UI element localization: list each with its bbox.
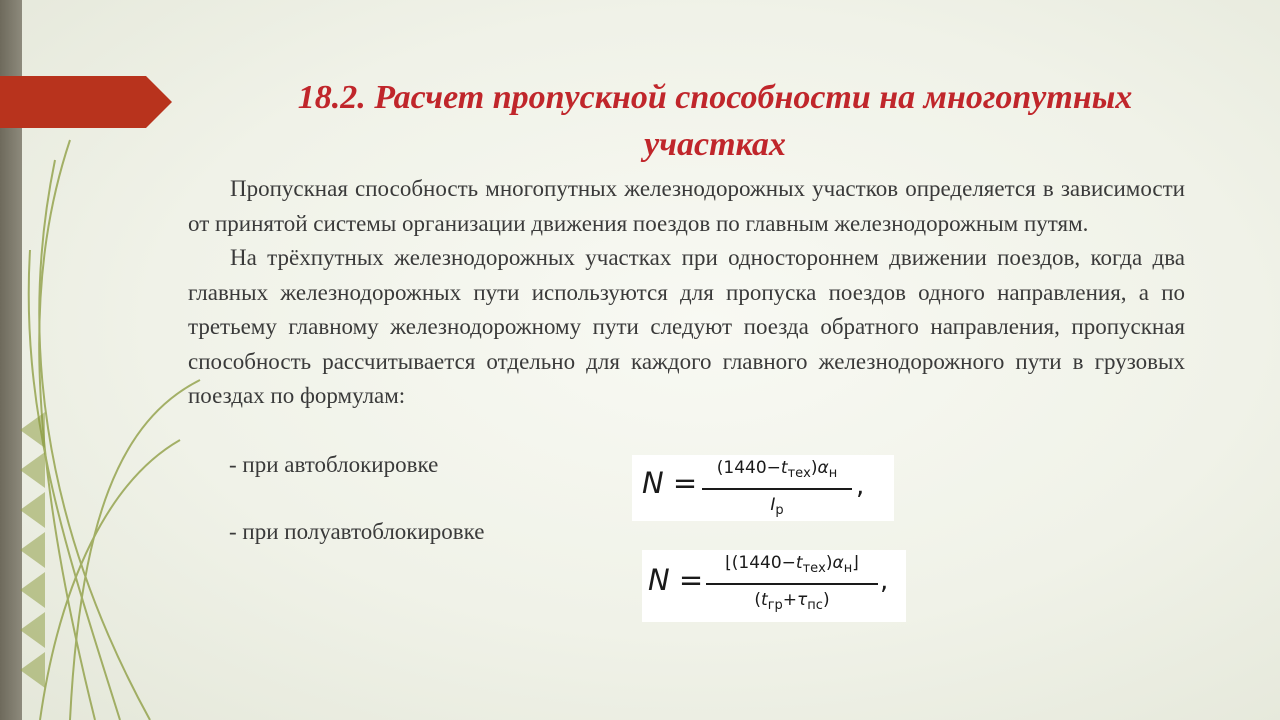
formula-denominator: $(t_{гр}+\tau_{пс})$ xyxy=(754,589,830,613)
formula-numerator: $(1440-t_{тех})\alpha_н$ xyxy=(716,458,838,481)
fraction-bar xyxy=(702,488,852,490)
paragraph-2: На трёхпутных железнодорожных участках при одностороннем движении поездов, когда два главных железнодорожных пути используются для пропуска поездов одного направления, а по третьему главному железнодорожному пути следуют поезда обратного направления, пропускная способность рассчитывается отдельно для каждого главного железнодорожного пути в грузовых поездах по формулам: xyxy=(188,245,1185,408)
bullet-autoblocking: - при автоблокировке xyxy=(229,452,439,477)
formula-denominator: $I_р$ xyxy=(770,494,784,518)
slide-body xyxy=(188,172,1185,414)
formula-autoblocking xyxy=(632,455,894,521)
slide-title: 18.2. Расчет пропускной способности на многопутных участках xyxy=(297,79,1133,163)
formula-fraction xyxy=(706,550,878,619)
title-arrow-shape xyxy=(0,76,172,128)
paragraph-1: Пропускная способность многопутных железнодорожных участков определяется в зависимости от принятой системы организации движения поездов по главным железнодорожным путям. xyxy=(188,176,1185,236)
formula-comma: , xyxy=(856,471,865,501)
formula-semi-autoblocking xyxy=(642,550,906,622)
bullet-semi-autoblocking: - при полуавтоблокировке xyxy=(229,519,485,544)
formula-lhs: N = xyxy=(642,466,698,500)
formula-comma: , xyxy=(880,566,889,596)
formula-numerator: $⌊(1440-t_{тех})\alpha_н⌋$ xyxy=(725,553,859,576)
formula-fraction xyxy=(702,455,852,524)
formula-lhs: N = xyxy=(648,563,704,597)
fraction-bar xyxy=(706,583,878,585)
